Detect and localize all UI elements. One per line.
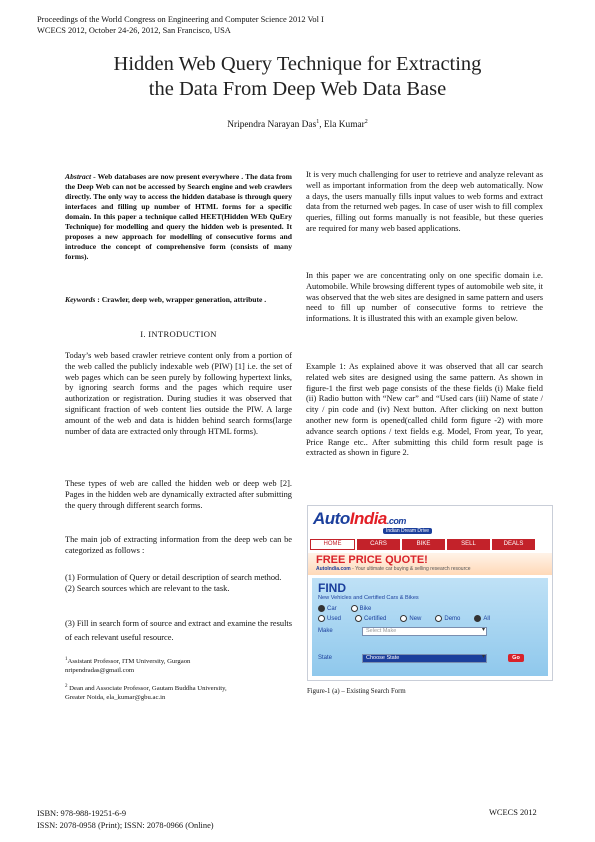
logo-tagline: Indian Dream Drive	[383, 528, 432, 534]
radio-bike-dot	[351, 605, 358, 612]
figure-1-search-form	[307, 505, 553, 681]
keywords-text: : Crawler, deep web, wrapper generation, attribute .	[95, 295, 267, 304]
footnote-2-line-2: Greater Noida, ela_kumar@gbu.ac.in	[65, 693, 166, 701]
radio-new-label: New	[409, 616, 422, 623]
section-heading-introduction: I. INTRODUCTION	[140, 329, 217, 339]
radio-bike	[351, 605, 372, 612]
nav-sell: SELL	[447, 539, 490, 550]
radio-car-label: Car	[327, 606, 337, 613]
free-quote-site: AutoIndia.com	[316, 566, 351, 572]
radio-all-label: All	[483, 616, 491, 623]
make-select: Select Make ▾	[362, 627, 487, 636]
title-line-2: the Data From Deep Web Data Base	[148, 78, 447, 100]
intro-paragraph-2: These types of web are called the hidden web or deep web [2]. Pages in the hidden web are dynamically extracted after submitting the query through different search forms.	[65, 479, 292, 510]
nav-home: HOME	[310, 539, 355, 550]
footer-left	[37, 808, 214, 832]
footer-issn: ISSN: 2078-0958 (Print); ISSN: 2078-0966 (Online)	[37, 821, 214, 830]
footnote-1	[65, 656, 292, 675]
title-line-1: Hidden Web Query Technique for Extracting	[113, 53, 482, 75]
body-paragraph-2: In this paper we are concentrating only on one specific domain i.e. Automobile. While browsing different types of automobile web site, it was observed that the web sites are designed in same pattern and users need to fill up number of consecutive forms to retrieve the informations. It is illustrated this with an example given below.	[306, 271, 543, 324]
author-2-mark: 2	[364, 119, 368, 125]
find-subtitle: New Vehicles and Certified Cars & Bikes	[318, 595, 419, 601]
footer-conference: WCECS 2012	[489, 808, 537, 817]
authors	[0, 119, 595, 130]
state-label: State	[318, 655, 333, 661]
figure-1-caption: Figure-1 (a) – Existing Search Form	[307, 688, 406, 695]
free-quote-sub-text: - Your ultimate car buying & selling research resource	[350, 566, 471, 572]
radio-certified-dot	[355, 615, 362, 622]
body-paragraph-1: It is very much challenging for user to retrieve and analyze relevant as well as important information from the deep web automatically. Now a days, the users manually fills input values to web forms and extract data from the returned web pages. In case of user wish to fill complex queries, filling out forms manually is not feasible, but these queries are required for many web based applications.	[306, 170, 543, 233]
keywords-label: Keywords	[65, 295, 96, 304]
state-select: Choose State ▾	[362, 654, 487, 663]
vehicle-type-radios	[318, 605, 381, 612]
author-1-mark: 1	[316, 119, 320, 125]
intro-paragraph-3: The main job of extracting information from the deep web can be categorized as follows :	[65, 535, 292, 555]
radio-all	[474, 615, 490, 622]
author-2: Ela Kumar	[323, 120, 365, 131]
footnote-1-mark: 1	[65, 657, 68, 662]
nav-cars: CARS	[357, 539, 400, 550]
free-quote-title: FREE PRICE QUOTE!	[316, 554, 428, 566]
footnote-1-line-1: Assistant Professor, ITM University, Gurgaon	[67, 658, 191, 666]
logo-tld-text: .com	[386, 516, 406, 526]
footnote-2-line-1: Dean and Associate Professor, Gautam Buddha University,	[67, 685, 227, 693]
nav-bike: BIKE	[402, 539, 445, 550]
radio-new	[400, 615, 421, 622]
radio-demo	[435, 615, 460, 622]
author-separator: ,	[319, 120, 324, 131]
footnote-2	[65, 683, 292, 702]
make-label: Make	[318, 628, 333, 634]
intro-paragraph-4: (1) Formulation of Query or detail description of search method. (2) Search sources which are relevant to the task.	[65, 573, 282, 593]
autoindia-logo	[308, 506, 552, 537]
intro-paragraph-5: (3) Fill in search form of source and extract and examine the results of each relevant useful resource.	[65, 619, 292, 642]
radio-demo-label: Demo	[444, 616, 461, 623]
intro-paragraph-1: Today’s web based crawler retrieve content only from a portion of the web called the publicly indexable web (PIW) [1] i.e. the set of web pages which can be seen purely by following hypertext links, by ignoring search forms and the pages which require user authorization or registration. During studies it was observed that significant fraction of web content lies outside the PIW. A large amount of the web and data is hidden behind search forms(large number of data are extracted only through HTML forms).	[65, 351, 292, 436]
radio-bike-label: Bike	[359, 606, 372, 613]
abstract	[65, 172, 292, 262]
go-button: Go	[508, 654, 524, 662]
running-header	[37, 14, 324, 36]
keywords	[65, 295, 292, 305]
footnote-1-line-2: nripendradas@gmail.com	[65, 666, 135, 674]
footer-isbn: ISBN: 978-988-19251-6-9	[37, 809, 127, 818]
nav-deals: DEALS	[492, 539, 535, 550]
radio-car	[318, 605, 337, 612]
logo-auto-text: Auto	[313, 509, 350, 528]
find-panel	[312, 578, 548, 676]
radio-used-label: Used	[327, 616, 342, 623]
header-line-2: WCECS 2012, October 24-26, 2012, San Francisco, USA	[37, 26, 231, 35]
free-quote-subtitle	[316, 566, 471, 572]
footnote-2-mark: 2	[65, 684, 68, 689]
radio-certified-label: Certified	[364, 616, 387, 623]
radio-certified	[355, 615, 386, 622]
condition-radios	[318, 615, 500, 622]
radio-demo-dot	[435, 615, 442, 622]
header-line-1: Proceedings of the World Congress on Engineering and Computer Science 2012 Vol I	[37, 15, 324, 24]
author-1: Nripendra Narayan Das	[227, 120, 317, 131]
radio-all-dot	[474, 615, 481, 622]
abstract-label: Abstract	[65, 172, 92, 181]
free-price-quote-banner	[308, 553, 552, 575]
radio-car-dot	[318, 605, 325, 612]
paper-title	[0, 52, 595, 102]
radio-used-dot	[318, 615, 325, 622]
logo-india-text: India	[349, 509, 387, 528]
find-title: FIND	[318, 581, 346, 595]
figure-nav-bar	[310, 539, 535, 550]
radio-new-dot	[400, 615, 407, 622]
radio-used	[318, 615, 341, 622]
body-paragraph-3: Example 1: As explained above it was observed that all car search related web sites are designed using the same pattern. As shown in figure-1 the first web page consists of the these fields (i) Make field (ii) Radio button with “New car” and “Used cars (iii) Name of state / city / pin code and (iv) Next button. After clicking on next button another new form is opened(called child form figure -2) with more advance search options / text fields e.g. Model, From year, To year, Price Range etc.. After submitting this child form result page is extracted as shown in figure 2.	[306, 362, 543, 458]
abstract-text: - Web databases are now present everywhere . The data from the Deep Web can not be accessed by Search engine and web crawlers directly. The only way to access the hidden database is through query interfaces and filling up number of HTML forms for a specific domain. In this paper a technique called HEET(Hidden WEb QuEry Technique) for modelling and query the hidden web is presented. It proposes a new approach for modelling of consecutive forms and introduce the concept of comprehensive form (consists of many forms).	[65, 172, 292, 261]
